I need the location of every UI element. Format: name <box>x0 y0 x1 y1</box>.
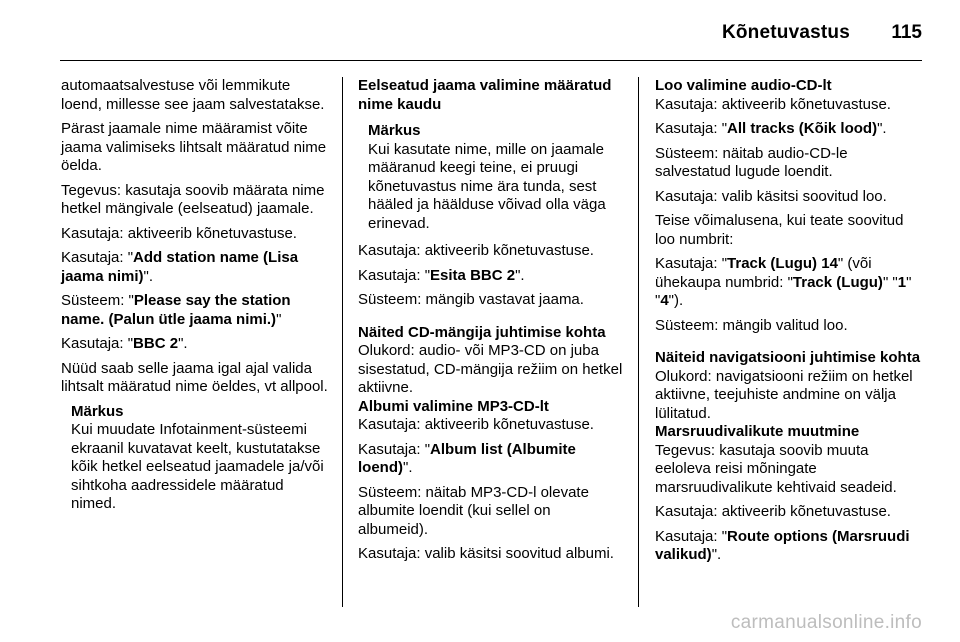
command-text: All tracks (Kõik lood) <box>727 120 878 137</box>
command-text: BBC 2 <box>133 335 179 352</box>
command-text: Esita BBC 2 <box>430 266 516 284</box>
subsection-heading: Loo valimine audio-CD-lt <box>655 77 832 94</box>
paragraph: Kasutaja: valib käsitsi soovitud albumi. <box>358 545 614 562</box>
header-divider <box>60 60 922 61</box>
paragraph: Süsteem: näitab audio-CD-le salvestatud lugude loendit. <box>655 144 848 180</box>
command-text: Add station name (Lisa jaama nimi) <box>61 249 299 285</box>
text: ". <box>178 335 188 352</box>
text: Kasutaja: " <box>655 527 728 545</box>
text: " <box>276 310 282 328</box>
paragraph: Süsteem: näitab MP3-CD-l olevate albumite loendit (kui sellel on albumeid). <box>358 483 589 538</box>
paragraph: Kasutaja: aktiveerib kõnetuvastuse. <box>61 224 297 242</box>
paragraph: automaatsalvestuse või lemmikute loend, millesse see jaam salvestatakse. <box>61 77 325 113</box>
command-text: Track (Lugu) 14 <box>727 255 838 272</box>
paragraph: Kasutaja: aktiveerib kõnetuvastuse. <box>655 95 891 113</box>
section-heading: Eelseatud jaama valimine määratud nime kaudu <box>358 77 612 113</box>
note-title: Märkus <box>71 402 124 420</box>
paragraph <box>61 292 329 329</box>
command-text: Track (Lugu) <box>792 273 883 291</box>
subsection-heading: Marsruudivalikute muutmine <box>655 423 860 440</box>
watermark: carmanualsonline.info <box>730 612 922 633</box>
column-divider-1 <box>342 77 343 607</box>
column-2 <box>358 77 624 570</box>
text: Kasutaja: " <box>61 335 134 352</box>
paragraph: Tegevus: kasutaja soovib muuta eeloleva reisi mõningate marsruudivalikute kehtivaid seadeid. <box>655 441 897 496</box>
text: Kasutaja: " <box>655 120 728 137</box>
paragraph: Kasutaja: valib käsitsi soovitud loo. <box>655 187 887 205</box>
command-text: 4 <box>660 292 669 309</box>
note-box <box>71 403 329 514</box>
note-text: Kui kasutate nime, mille on jaamale määranud keegi teine, ei pruugi kõnetuvastus nime ära tunda, sest hääled ja häälduse võivad olla väga erinevad. <box>368 140 606 232</box>
paragraph: Teise võimalusena, kui teate soovitud loo numbrit: <box>655 212 904 248</box>
text: Kasutaja: " <box>358 266 431 284</box>
command-text: 1 <box>897 273 907 291</box>
paragraph: Pärast jaamale nime määramist võite jaama valimiseks lihtsalt määratud nime öelda. <box>61 120 327 174</box>
column-divider-2 <box>638 77 639 607</box>
paragraph <box>61 335 329 354</box>
text: ". <box>515 266 525 284</box>
note-title: Märkus <box>368 122 421 139</box>
text: Kasutaja: " <box>61 249 134 266</box>
paragraph: Süsteem: mängib valitud loo. <box>655 316 848 334</box>
paragraph <box>358 267 624 286</box>
text: ". <box>143 267 154 285</box>
column-1 <box>61 77 329 521</box>
section-heading: Näiteid navigatsiooni juhtimise kohta <box>655 349 921 366</box>
text: ". <box>877 120 887 137</box>
paragraph: Kasutaja: aktiveerib kõnetuvastuse. <box>358 416 594 433</box>
page-number: 115 <box>891 22 922 43</box>
subsection-heading: Albumi valimine MP3-CD-lt <box>358 397 549 415</box>
text: " " <box>655 273 912 309</box>
text: ". <box>403 459 413 476</box>
command-text: Album list (Albumite loend) <box>358 440 576 476</box>
paragraph <box>655 528 925 565</box>
note-box <box>368 122 624 233</box>
text: " " <box>882 273 898 291</box>
text: Kasutaja: " <box>655 255 728 272</box>
page-title: Kõnetuvastus <box>721 22 850 43</box>
paragraph: Olukord: audio- või MP3-CD on juba sisestatud, CD-mängija režiim on hetkel aktiivne. <box>358 342 623 396</box>
paragraph <box>655 255 925 311</box>
text: Süsteem: " <box>61 292 134 309</box>
text: " (või ühekaupa numbrid: " <box>655 255 872 291</box>
paragraph: Kasutaja: aktiveerib kõnetuvastuse. <box>358 242 594 259</box>
paragraph <box>358 441 624 478</box>
text: "). <box>668 292 684 309</box>
column-3 <box>655 77 925 571</box>
text: ". <box>711 546 722 563</box>
paragraph: Olukord: navigatsiooni režiim on hetkel aktiivne, teejuhiste andmine on välja lülitatud. <box>655 367 913 422</box>
paragraph: Süsteem: mängib vastavat jaama. <box>358 291 584 308</box>
page-header <box>0 0 960 62</box>
command-text: Please say the station name. (Palun ütle jaama nimi.) <box>61 292 291 328</box>
note-text: Kui muudate Infotainment-süsteemi ekraanil kuvatavat keelt, kustutatakse kõik hetkel eelseatud jaamadele ja/või sihtkoha aadressidele määratud nimed. <box>71 421 324 512</box>
paragraph: Nüüd saab selle jaama igal ajal valida lihtsalt määratud nime öeldes, vt allpool. <box>61 359 328 395</box>
text: Kasutaja: " <box>358 440 431 458</box>
paragraph <box>655 120 925 139</box>
paragraph: Tegevus: kasutaja soovib määrata nime hetkel mängivale (eelseatud) jaamale. <box>61 181 325 217</box>
paragraph: Kasutaja: aktiveerib kõnetuvastuse. <box>655 503 891 520</box>
paragraph <box>61 249 329 286</box>
command-text: Route options (Marsruudi valikud) <box>655 527 910 563</box>
section-heading: Näited CD-mängija juhtimise kohta <box>358 323 606 341</box>
